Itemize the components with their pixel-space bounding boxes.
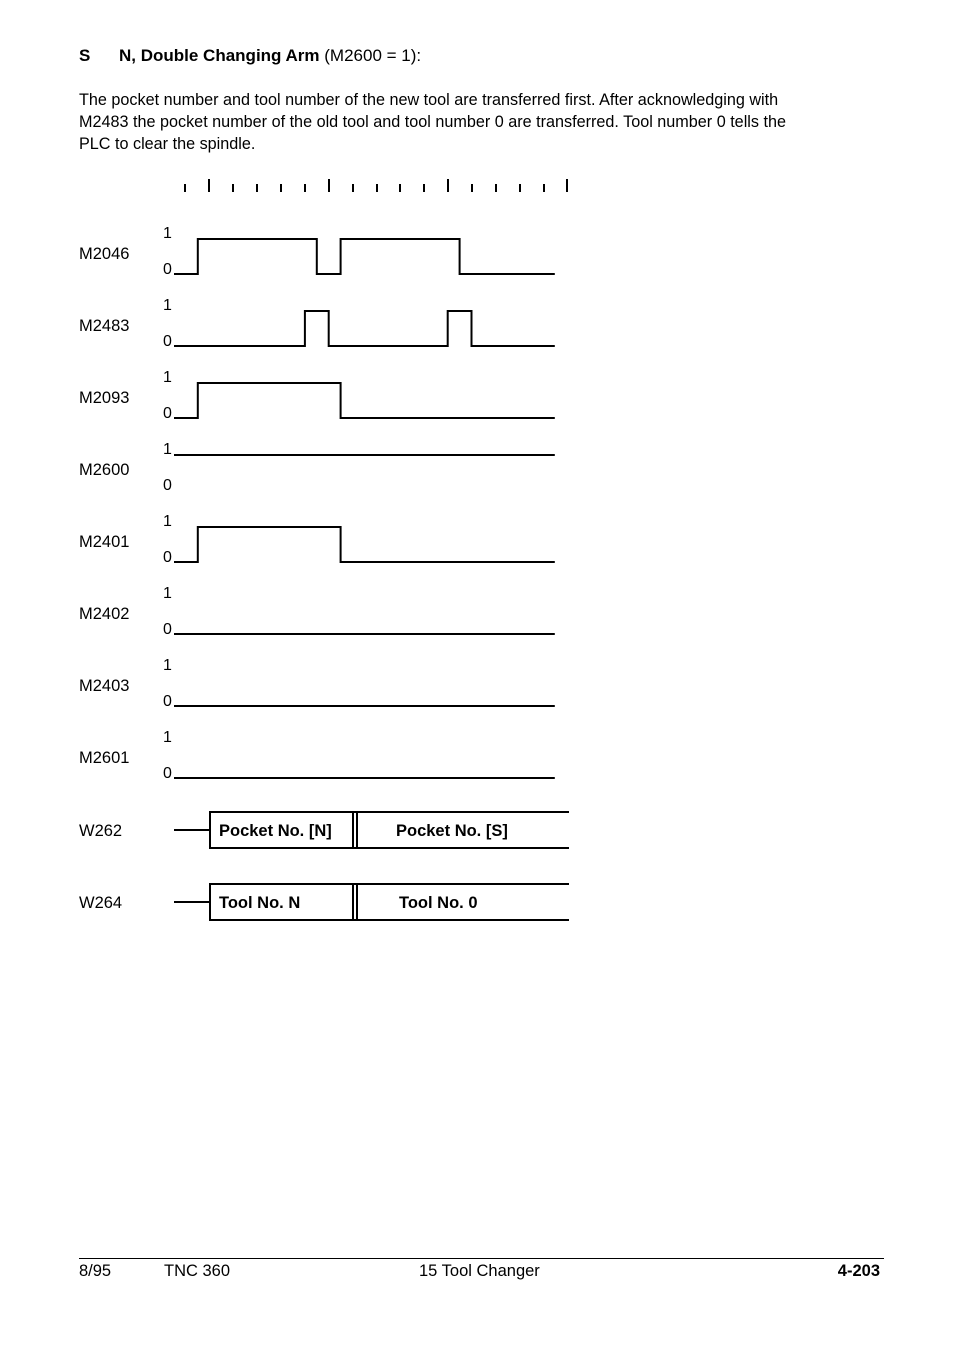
signal-waveform-m2483 xyxy=(174,311,555,346)
paragraph-line: M2483 the pocket number of the old tool and tool number 0 are transferred. Tool number 0 tells the xyxy=(79,113,786,131)
signal-label-m2600: M2600 xyxy=(79,461,130,479)
signal-waveform-m2401 xyxy=(174,527,555,562)
level-label-low: 0 xyxy=(163,693,172,710)
footer-chapter: 15 Tool Changer xyxy=(419,1262,540,1280)
level-label-low: 0 xyxy=(163,549,172,566)
paragraph-line: PLC to clear the spindle. xyxy=(79,135,256,153)
signal-label-m2403: M2403 xyxy=(79,677,130,695)
level-label-high: 1 xyxy=(163,657,172,674)
level-label-low: 0 xyxy=(163,765,172,782)
heading-title: N, Double Changing Arm xyxy=(119,46,320,65)
footer-model: TNC 360 xyxy=(164,1262,231,1280)
level-label-low: 0 xyxy=(163,333,172,350)
word-value-first: Tool No. N xyxy=(219,894,301,912)
level-label-high: 1 xyxy=(163,729,172,746)
word-value-first: Pocket No. [N] xyxy=(219,822,332,840)
level-label-high: 1 xyxy=(163,369,172,386)
paragraph-line: The pocket number and tool number of the new tool are transferred first. After acknowledging with xyxy=(79,91,779,109)
signal-label-m2402: M2402 xyxy=(79,605,130,623)
heading-condition: (M2600 = 1): xyxy=(324,46,422,65)
word-label-w264: W264 xyxy=(79,894,123,912)
signal-waveform-m2093 xyxy=(174,383,555,418)
level-label-low: 0 xyxy=(163,405,172,422)
level-label-high: 1 xyxy=(163,225,172,242)
footer-date: 8/95 xyxy=(79,1262,112,1280)
word-label-w262: W262 xyxy=(79,822,123,840)
signal-label-m2046: M2046 xyxy=(79,245,130,263)
signal-label-m2483: M2483 xyxy=(79,317,130,335)
level-label-high: 1 xyxy=(163,297,172,314)
level-label-low: 0 xyxy=(163,261,172,278)
level-label-low: 0 xyxy=(163,621,172,638)
footer-page-number: 4-203 xyxy=(837,1262,880,1280)
word-value-second: Tool No. 0 xyxy=(399,894,478,912)
word-value-second: Pocket No. [S] xyxy=(396,822,508,840)
signal-label-m2093: M2093 xyxy=(79,389,130,407)
level-label-high: 1 xyxy=(163,441,172,458)
signal-label-m2401: M2401 xyxy=(79,533,130,551)
footer-divider xyxy=(79,1258,884,1259)
heading-prefix: S xyxy=(79,46,91,65)
level-label-high: 1 xyxy=(163,513,172,530)
level-label-low: 0 xyxy=(163,477,172,494)
signal-label-m2601: M2601 xyxy=(79,749,130,767)
signal-waveform-m2046 xyxy=(174,239,555,274)
level-label-high: 1 xyxy=(163,585,172,602)
